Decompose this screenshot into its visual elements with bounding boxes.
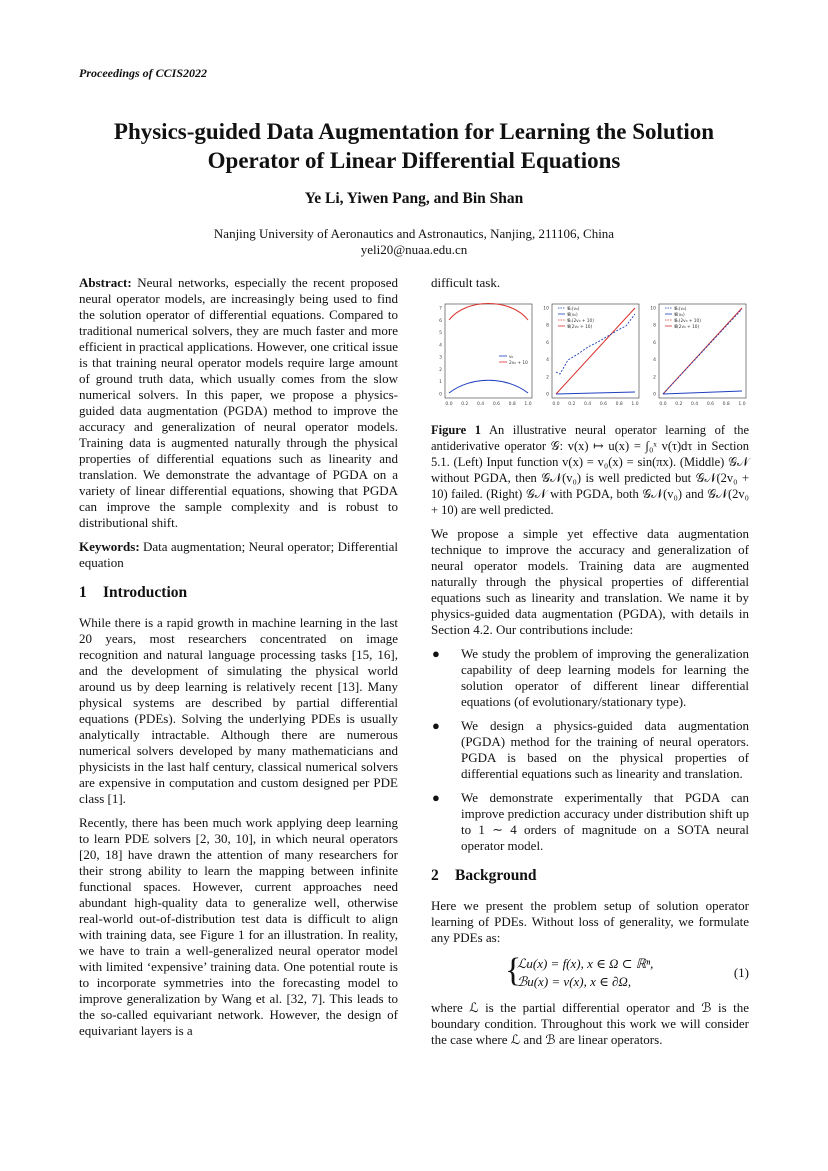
legend-gn-2v0-plus-10: 𝒢ₙ(2v₀ + 10) xyxy=(567,319,594,324)
affiliation-block xyxy=(0,226,828,258)
x-tick-label: 0.6 xyxy=(706,402,714,407)
proceedings-header: Proceedings of CCIS2022 xyxy=(79,66,208,80)
y-tick-label: 8 xyxy=(546,323,549,329)
y-tick-label: 10 xyxy=(543,306,549,312)
contributions-list xyxy=(431,646,749,854)
legend-g-v0: 𝒢(v₀) xyxy=(674,313,685,318)
affiliation: Nanjing University of Aeronautics and Astronautics, Nanjing, 211106, China xyxy=(213,226,615,241)
y-tick-label: 7 xyxy=(439,306,442,312)
list-item-text: We study the problem of improving the generalization capability of deep learning models for learning the solution operator of different linear differential equations (of evolutionary/stationary type). xyxy=(461,646,749,709)
y-tick-label: 6 xyxy=(653,340,656,346)
keywords xyxy=(79,539,398,571)
equation-line-1: ℒu(x) = f(x), x ∈ Ω ⊂ ℝⁿ, xyxy=(517,956,654,971)
curve-v0 xyxy=(449,380,528,393)
bullet-icon: ● xyxy=(432,790,440,805)
x-tick-label: 0.8 xyxy=(722,402,730,407)
background-paragraph-2: where ℒ is the partial differential operator and ℬ is the boundary condition. Throughout this work we will consider the case where ℒ and ℬ are linear operators. xyxy=(431,1000,749,1047)
equation-1 xyxy=(431,954,749,994)
legend-gn-2v0-plus-10: 𝒢ₙ(2v₀ + 10) xyxy=(674,319,701,324)
continued-text: difficult task. xyxy=(431,275,501,290)
abstract-text: Neural networks, especially the recent proposed neural operator models, are increasingly being used to find the solution operator of differential equations. Compared to traditional numerical solvers, they are much faster and more efficient in practical applications. However, one critical issue is that training neural operator models require large amount of ground truth data, which usually comes from the slow numerical solvers. In this paper, we propose a physics-guided data augmentation (PGDA) method to improve the accuracy and generalization of neural operator models. Training data is augmented naturally through the physical properties of differential equations such as linearity and translation. We demonstrate the advantage of PGDA on a variety of linear differential equations, showing that PGDA can improve the sample complexity and is robust to distributional shift. xyxy=(79,275,399,530)
title-line-2: Operator of Linear Differential Equations xyxy=(207,148,621,173)
curve-gn-v0 xyxy=(556,392,635,394)
x-tick-label: 0.2 xyxy=(568,402,576,407)
section-heading-introduction xyxy=(79,585,398,601)
figure-1 xyxy=(431,300,749,412)
y-tick-label: 6 xyxy=(439,318,442,324)
section-title: Introduction xyxy=(103,584,188,601)
legend-2v0-plus-10: 2v₀ + 10 xyxy=(509,361,528,366)
list-item-text: We demonstrate experimentally that PGDA can improve prediction accuracy under distribution shift up to 1 ∼ 4 orders of magnitude on a SOTA neural operator model. xyxy=(461,790,749,853)
section-heading-background xyxy=(431,868,749,884)
keywords-label: Keywords: xyxy=(79,539,140,554)
y-tick-label: 2 xyxy=(546,375,549,381)
y-tick-label: 5 xyxy=(439,331,442,337)
x-tick-label: 0.0 xyxy=(659,402,667,407)
brace-icon: { xyxy=(505,952,522,989)
list-item xyxy=(431,790,749,854)
authors: Ye Li, Yiwen Pang, and Bin Shan xyxy=(304,190,524,207)
legend-v0: v₀ xyxy=(509,355,514,360)
figure-caption xyxy=(431,422,749,518)
x-tick-label: 0.8 xyxy=(615,402,623,407)
y-tick-label: 10 xyxy=(650,306,656,312)
x-tick-label: 0.8 xyxy=(508,402,516,407)
y-tick-label: 4 xyxy=(653,358,656,364)
y-tick-label: 1 xyxy=(439,380,442,386)
curve-gn-v0 xyxy=(663,391,742,394)
paper-title xyxy=(40,117,788,175)
keywords-text: Data augmentation; Neural operator; Differential equation xyxy=(79,539,398,570)
x-tick-label: 1.0 xyxy=(631,402,639,407)
legend-gn-v0: 𝒢ₙ(v₀) xyxy=(567,307,580,312)
section-number: 1 xyxy=(79,584,87,601)
bullet-icon: ● xyxy=(432,718,440,733)
abstract-label: Abstract: xyxy=(79,275,132,290)
legend-g-2v0-plus-10: 𝒢(2v₀ + 10) xyxy=(674,325,700,330)
legend-gn-v0: 𝒢ₙ(v₀) xyxy=(674,307,687,312)
legend-g-2v0-plus-10: 𝒢(2v₀ + 10) xyxy=(567,325,593,330)
legend-g-v0: 𝒢(v₀) xyxy=(567,313,578,318)
left-column xyxy=(79,275,398,1047)
bullet-icon: ● xyxy=(432,646,440,661)
figure-panel-middle xyxy=(538,300,642,412)
y-tick-label: 6 xyxy=(546,340,549,346)
y-tick-label: 2 xyxy=(439,367,442,373)
x-tick-label: 0.4 xyxy=(691,402,699,407)
x-tick-label: 0.4 xyxy=(477,402,485,407)
email: yeli20@nuaa.edu.cn xyxy=(360,242,468,257)
abstract xyxy=(79,275,398,531)
list-item xyxy=(431,718,749,782)
y-tick-label: 3 xyxy=(439,355,442,361)
x-tick-label: 0.2 xyxy=(461,402,469,407)
curve-2v0-plus-10 xyxy=(449,304,528,321)
intro-paragraph-1: While there is a rapid growth in machine learning in the last 20 years, most researchers concentrated on image recognition and natural language processing tasks [15, 16], and the development of simulating the physical world around us by deep learning is relatively recent [13]. Many physical systems are described by partial differential equations (PDEs). Solving the underlying PDEs is usually analytically intractable. Although there are numerous numerical solvers developed by many mathematicians and physicists in the last half century, classical numerical solvers are expensive in computation and custom designed per PDE class [1]. xyxy=(79,615,398,806)
x-tick-label: 0.2 xyxy=(675,402,683,407)
figure-caption-text: An illustrative neural operator learning of the antiderivative operator 𝒢: v(x) ↦ u(x) = ∫₀ˣ v(τ)dτ in Section 5.1. (Left) Input function v(x) = v₀(x) = sin(πx). (Middle) 𝒢𝒩 without PGDA, then 𝒢𝒩(v₀) is well predicted but 𝒢𝒩(2v₀ + 10) failed. (Right) 𝒢𝒩 with PGDA, both 𝒢𝒩(v₀) and 𝒢𝒩(2v₀ + 10) are well predicted. xyxy=(431,423,749,517)
equation-number: (1) xyxy=(733,965,749,980)
intro-paragraph-2: Recently, there has been much work applying deep learning to learn PDE solvers [2, 30, 10], in which neural operators [20, 18] have drawn the attention of many researchers for their strong ability to learn the mapping between infinite functional spaces. However, current approaches need abundant high-quality data to generalize well, otherwise real-world out-of-distribution test data is difficult to align with training data, see Figure 1 for an illustration. In reality, we have to train a well-generalized neural operator model with limited ‘expensive’ training data. One potential route is to incorporate symmetries into the forecasting model to improve generalization by Wang et al. [32, 7]. This leads to the so-called equivariant network. However, the design of equivariant layers is a xyxy=(79,815,398,1038)
y-tick-label: 0 xyxy=(546,392,549,398)
y-tick-label: 4 xyxy=(439,343,442,349)
figure-caption-label: Figure 1 xyxy=(431,423,482,437)
section-number: 2 xyxy=(431,867,439,884)
figure-panel-right xyxy=(645,300,749,412)
x-tick-label: 0.6 xyxy=(492,402,500,407)
title-line-1: Physics-guided Data Augmentation for Learning the Solution xyxy=(113,119,715,144)
background-paragraph-1: Here we present the problem setup of solution operator learning of PDEs. Without loss of generality, we formulate any PDEs as: xyxy=(431,898,749,945)
y-tick-label: 0 xyxy=(653,392,656,398)
list-item xyxy=(431,646,749,710)
figure-panel-left xyxy=(431,300,535,412)
list-item-text: We design a physics-guided data augmentation (PGDA) method for the training of neural operators. PGDA is based on the physical properties of differential equations such as linearity and translation. xyxy=(461,718,749,781)
contributions-intro: We propose a simple yet effective data augmentation technique to improve the accuracy and generalization of neural operator models. Training data are augmented naturally through the physical properties of differential equations such as linearity and translation. We name it by physics-guided data augmentation (PGDA), with details in Section 4.2. Our contributions include: xyxy=(431,526,749,637)
x-tick-label: 0.6 xyxy=(599,402,607,407)
y-tick-label: 2 xyxy=(653,375,656,381)
section-title: Background xyxy=(455,867,537,884)
x-tick-label: 0.4 xyxy=(584,402,592,407)
x-tick-label: 0.0 xyxy=(445,402,453,407)
x-tick-label: 1.0 xyxy=(524,402,532,407)
equation-line-2: ℬu(x) = v(x), x ∈ ∂Ω, xyxy=(517,974,632,989)
right-column xyxy=(431,275,749,1056)
y-tick-label: 8 xyxy=(653,323,656,329)
y-tick-label: 4 xyxy=(546,358,549,364)
y-tick-label: 0 xyxy=(439,392,442,398)
x-tick-label: 0.0 xyxy=(552,402,560,407)
x-tick-label: 1.0 xyxy=(738,402,746,407)
